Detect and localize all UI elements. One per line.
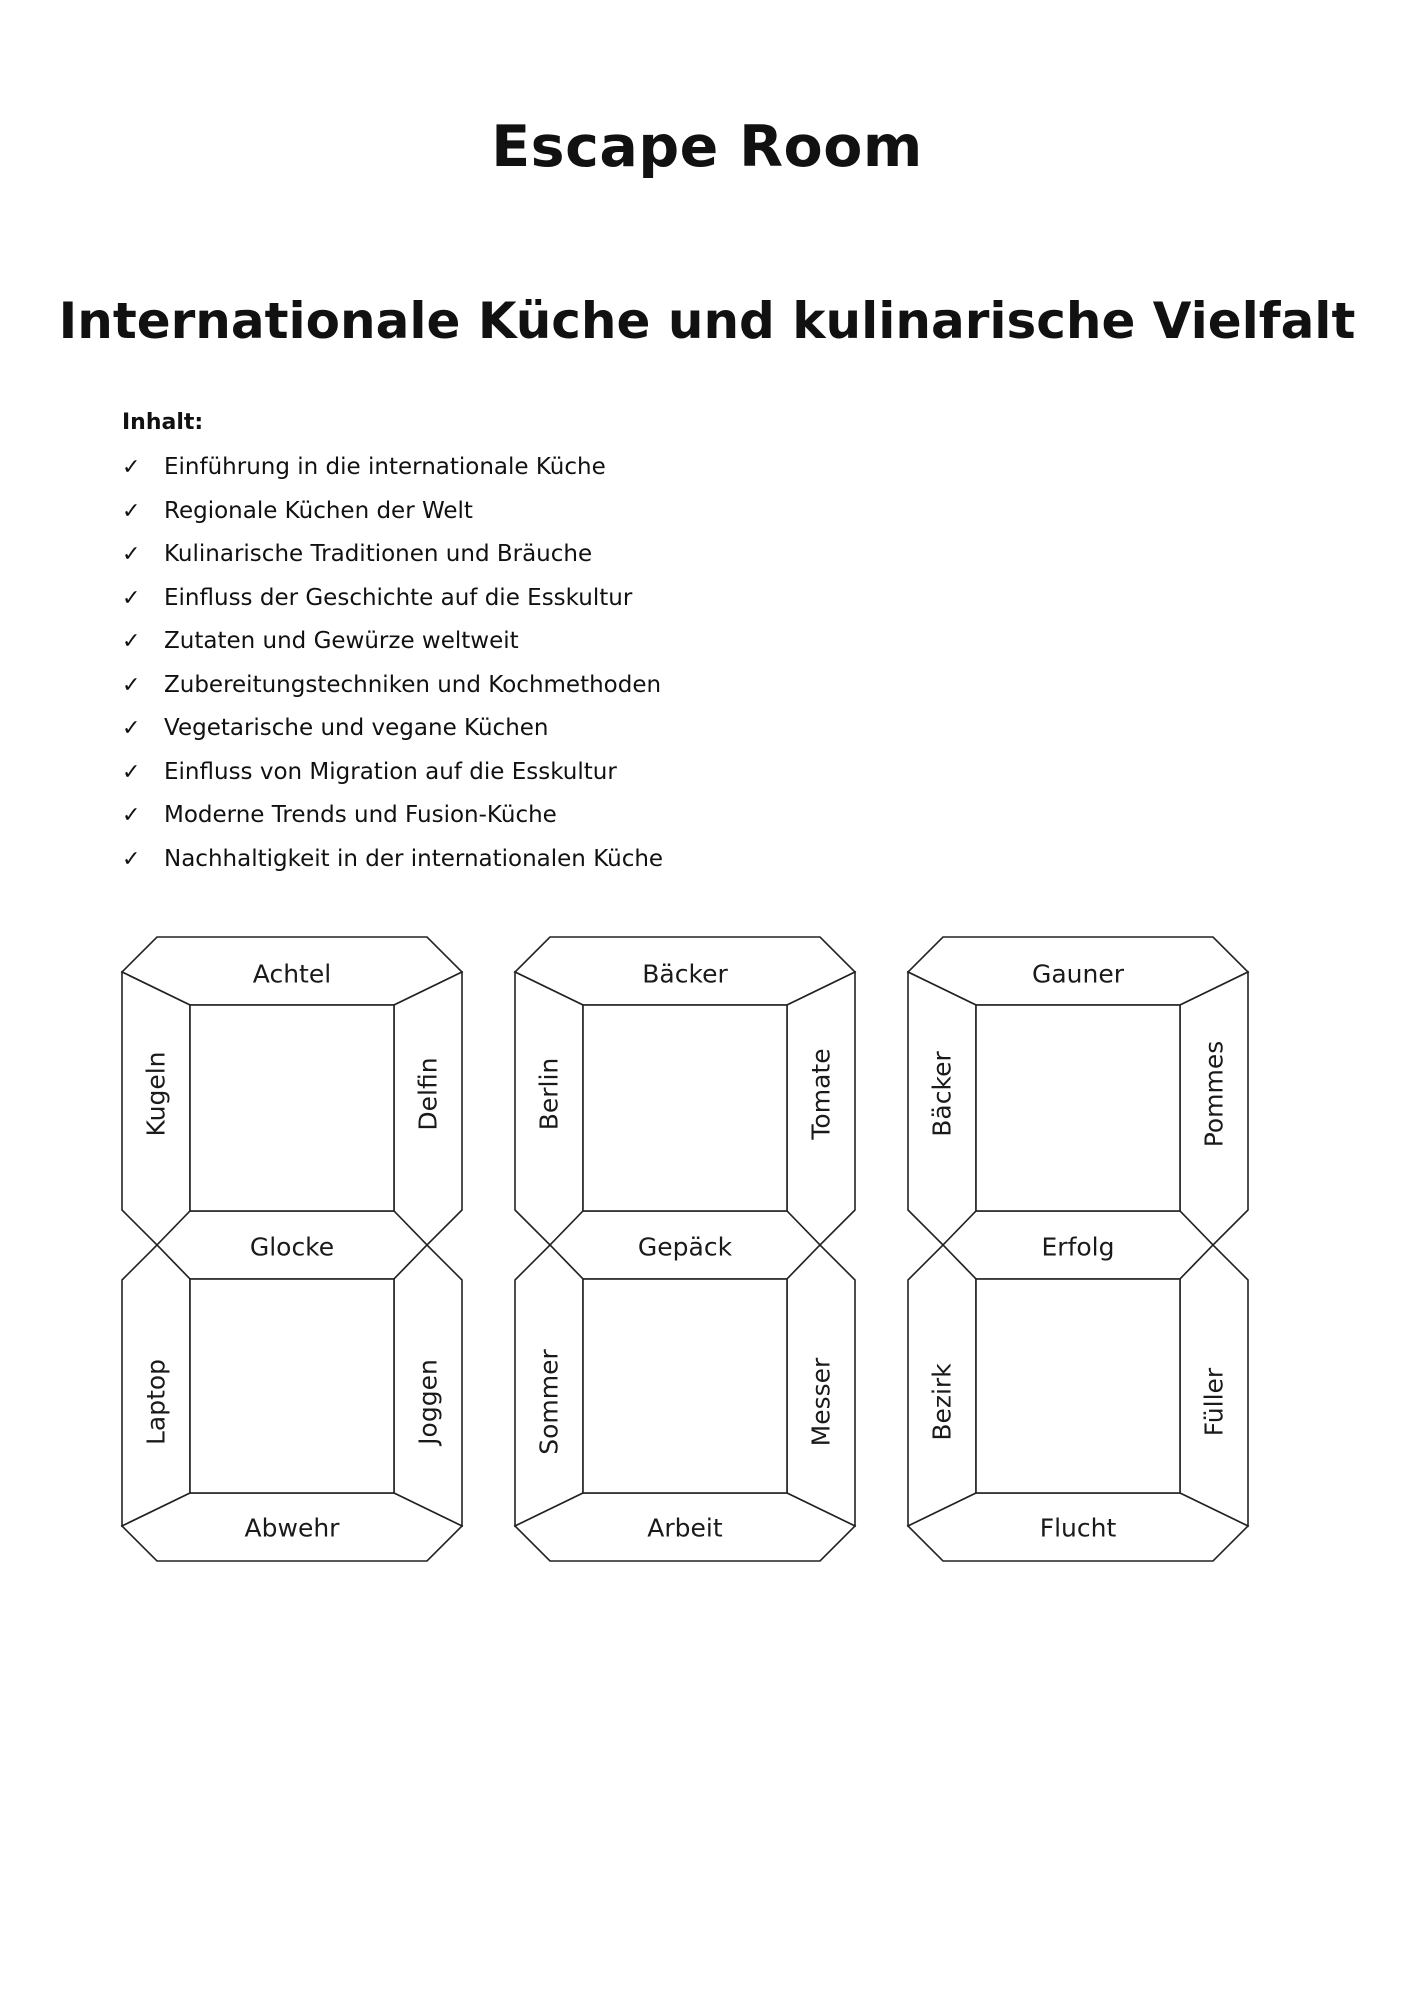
- segment-lower-left-label: Laptop: [141, 1358, 171, 1446]
- segment-middle-label: Glocke: [249, 1232, 335, 1262]
- segment-top-label: Achtel: [252, 959, 332, 989]
- contents-item-text: Regionale Küchen der Welt: [164, 497, 473, 524]
- inner-box-upper: [583, 1005, 787, 1211]
- segment-bottom-label: Flucht: [1039, 1513, 1117, 1543]
- segment-bottom-label: Arbeit: [647, 1513, 723, 1543]
- segment-upper-right-label: Pommes: [1199, 1040, 1229, 1148]
- contents-item-text: Einführung in die internationale Küche: [164, 454, 606, 480]
- page-title: Escape Room: [491, 114, 923, 180]
- segment-middle-label: Erfolg: [1041, 1232, 1115, 1262]
- checkmark-icon: ✓: [122, 455, 141, 480]
- contents-item-text: Kulinarische Traditionen und Bräuche: [164, 541, 593, 567]
- segment-middle-label: Gepäck: [637, 1232, 733, 1262]
- contents-item-text: Vegetarische und vegane Küchen: [164, 715, 549, 741]
- contents-item-text: Zubereitungstechniken und Kochmethoden: [164, 671, 662, 698]
- checkmark-icon: ✓: [122, 759, 141, 785]
- checkmark-icon: ✓: [122, 585, 141, 611]
- contents-item-text: Zutaten und Gewürze weltweit: [164, 628, 519, 654]
- segment-upper-left-label: Berlin: [534, 1057, 564, 1131]
- inner-box-upper: [190, 1005, 394, 1211]
- segment-lower-right-label: Füller: [1199, 1367, 1229, 1437]
- contents-item-text: Einfluss von Migration auf die Esskultur: [164, 758, 617, 785]
- segment-bottom-label: Abwehr: [244, 1513, 340, 1543]
- checkmark-icon: ✓: [122, 803, 141, 828]
- segment-lower-left-label: Bezirk: [927, 1363, 957, 1441]
- inner-box-lower: [583, 1279, 787, 1493]
- contents-item-text: Moderne Trends und Fusion-Küche: [164, 802, 557, 828]
- inner-box-lower: [190, 1279, 394, 1493]
- segment-upper-right-label: Tomate: [806, 1048, 836, 1140]
- segment-top-label: Gauner: [1031, 959, 1125, 989]
- checkmark-icon: ✓: [122, 846, 141, 872]
- segment-lower-right-label: Messer: [806, 1357, 836, 1447]
- contents-heading: Inhalt:: [122, 410, 204, 435]
- inner-box-lower: [976, 1279, 1180, 1493]
- contents-item-text: Einfluss der Geschichte auf die Esskultur: [164, 584, 633, 611]
- segment-upper-left-label: Kugeln: [141, 1051, 171, 1137]
- checkmark-icon: ✓: [122, 716, 141, 741]
- segment-lower-left-label: Sommer: [534, 1349, 564, 1455]
- checkmark-icon: ✓: [122, 542, 141, 567]
- segment-lower-right-label: Joggen: [413, 1359, 443, 1445]
- segment-top-label: Bäcker: [642, 959, 728, 989]
- checkmark-icon: ✓: [122, 629, 141, 654]
- checkmark-icon: ✓: [122, 498, 141, 524]
- segment-upper-right-label: Delfin: [413, 1057, 443, 1131]
- contents-item-text: Nachhaltigkeit in der internationalen Küche: [164, 845, 664, 872]
- segment-upper-left-label: Bäcker: [927, 1051, 957, 1137]
- inner-box-upper: [976, 1005, 1180, 1211]
- page-subtitle: Internationale Küche und kulinarische Vielfalt: [58, 292, 1356, 350]
- checkmark-icon: ✓: [122, 672, 141, 698]
